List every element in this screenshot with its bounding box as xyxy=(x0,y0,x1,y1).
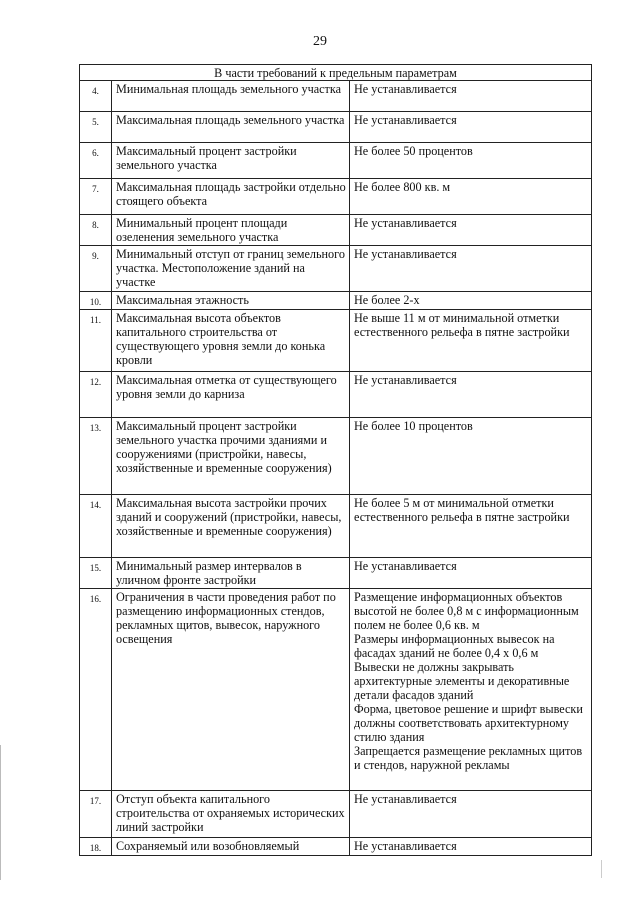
row-number: 18. xyxy=(80,838,112,856)
table-row xyxy=(80,495,592,558)
parameter-value: Не устанавливается xyxy=(350,838,592,856)
parameter-value: Не устанавливается xyxy=(350,558,592,589)
parameter-name: Минимальный процент площади озеленения земельного участка xyxy=(112,215,350,246)
parameters-table xyxy=(79,64,592,856)
parameter-name: Максимальная высота объектов капитального строительства от существующего уровня земли до конька кровли xyxy=(112,310,350,372)
parameter-name: Сохраняемый или возобновляемый xyxy=(112,838,350,856)
parameter-value: Не более 5 м от минимальной отметки естественного рельефа в пятне застройки xyxy=(350,495,592,558)
parameter-name: Отступ объекта капитального строительства от охраняемых исторических линий застройки xyxy=(112,791,350,838)
table-row xyxy=(80,143,592,179)
scan-mark xyxy=(601,860,602,878)
parameter-value: Не более 800 кв. м xyxy=(350,179,592,215)
parameter-name: Максимальная этажность xyxy=(112,292,350,310)
row-number: 16. xyxy=(80,589,112,791)
row-number: 8. xyxy=(80,215,112,246)
parameter-value: Не устанавливается xyxy=(350,791,592,838)
row-number: 11. xyxy=(80,310,112,372)
parameter-name: Максимальная отметка от существующего уровня земли до карниза xyxy=(112,372,350,418)
parameter-value: Не устанавливается xyxy=(350,215,592,246)
table-row xyxy=(80,589,592,791)
parameter-value: Не выше 11 м от минимальной отметки естественного рельефа в пятне застройки xyxy=(350,310,592,372)
row-number: 5. xyxy=(80,112,112,143)
parameter-name: Минимальная площадь земельного участка xyxy=(112,81,350,112)
table-row xyxy=(80,215,592,246)
table-row xyxy=(80,179,592,215)
row-number: 15. xyxy=(80,558,112,589)
row-number: 13. xyxy=(80,418,112,495)
table-row xyxy=(80,418,592,495)
parameter-value: Размещение информационных объектов высотой не более 0,8 м с информационным полем не более 0,6 кв. м Размеры информационных вывесок на фасадах зданий не более 0,4 х 0,6 м Вывески не должны закрывать архитектурные элементы и декоративные детали фасадов зданий Форма, цветовое решение и шрифт вывески должны соответствовать архитектурному стилю здания Запрещается размещение рекламных щитов и стендов, наружной рекламы xyxy=(350,589,592,791)
parameter-name: Максимальная высота застройки прочих зданий и сооружений (пристройки, навесы, хозяйственные и временные сооружения) xyxy=(112,495,350,558)
parameter-name: Максимальный процент застройки земельного участка xyxy=(112,143,350,179)
section-header: В части требований к предельным параметрам xyxy=(80,65,592,81)
parameter-name: Максимальная площадь земельного участка xyxy=(112,112,350,143)
parameter-name: Максимальная площадь застройки отдельно стоящего объекта xyxy=(112,179,350,215)
parameter-name: Максимальный процент застройки земельного участка прочими зданиями и сооружениями (пристройки, навесы, хозяйственные и временные сооружения) xyxy=(112,418,350,495)
row-number: 10. xyxy=(80,292,112,310)
row-number: 9. xyxy=(80,246,112,292)
row-number: 14. xyxy=(80,495,112,558)
table-row xyxy=(80,372,592,418)
table-row xyxy=(80,112,592,143)
page-number: 29 xyxy=(313,34,327,49)
row-number: 12. xyxy=(80,372,112,418)
parameter-name: Ограничения в части проведения работ по размещению информационных стендов, рекламных щитов, вывесок, наружного освещения xyxy=(112,589,350,791)
table-row xyxy=(80,791,592,838)
parameter-value: Не устанавливается xyxy=(350,246,592,292)
row-number: 4. xyxy=(80,81,112,112)
parameter-value: Не устанавливается xyxy=(350,112,592,143)
row-number: 7. xyxy=(80,179,112,215)
parameter-value: Не более 2-х xyxy=(350,292,592,310)
section-header-row xyxy=(80,65,592,81)
parameter-name: Минимальный размер интервалов в уличном фронте застройки xyxy=(112,558,350,589)
table-row xyxy=(80,838,592,856)
row-number: 17. xyxy=(80,791,112,838)
table-row xyxy=(80,292,592,310)
parameter-value: Не устанавливается xyxy=(350,81,592,112)
table-row xyxy=(80,310,592,372)
parameter-value: Не устанавливается xyxy=(350,372,592,418)
parameter-name: Минимальный отступ от границ земельного участка. Местоположение зданий на участке xyxy=(112,246,350,292)
parameter-value: Не более 50 процентов xyxy=(350,143,592,179)
table-row xyxy=(80,246,592,292)
row-number: 6. xyxy=(80,143,112,179)
table-row xyxy=(80,558,592,589)
scan-edge xyxy=(0,745,1,880)
parameter-value: Не более 10 процентов xyxy=(350,418,592,495)
table-row xyxy=(80,81,592,112)
